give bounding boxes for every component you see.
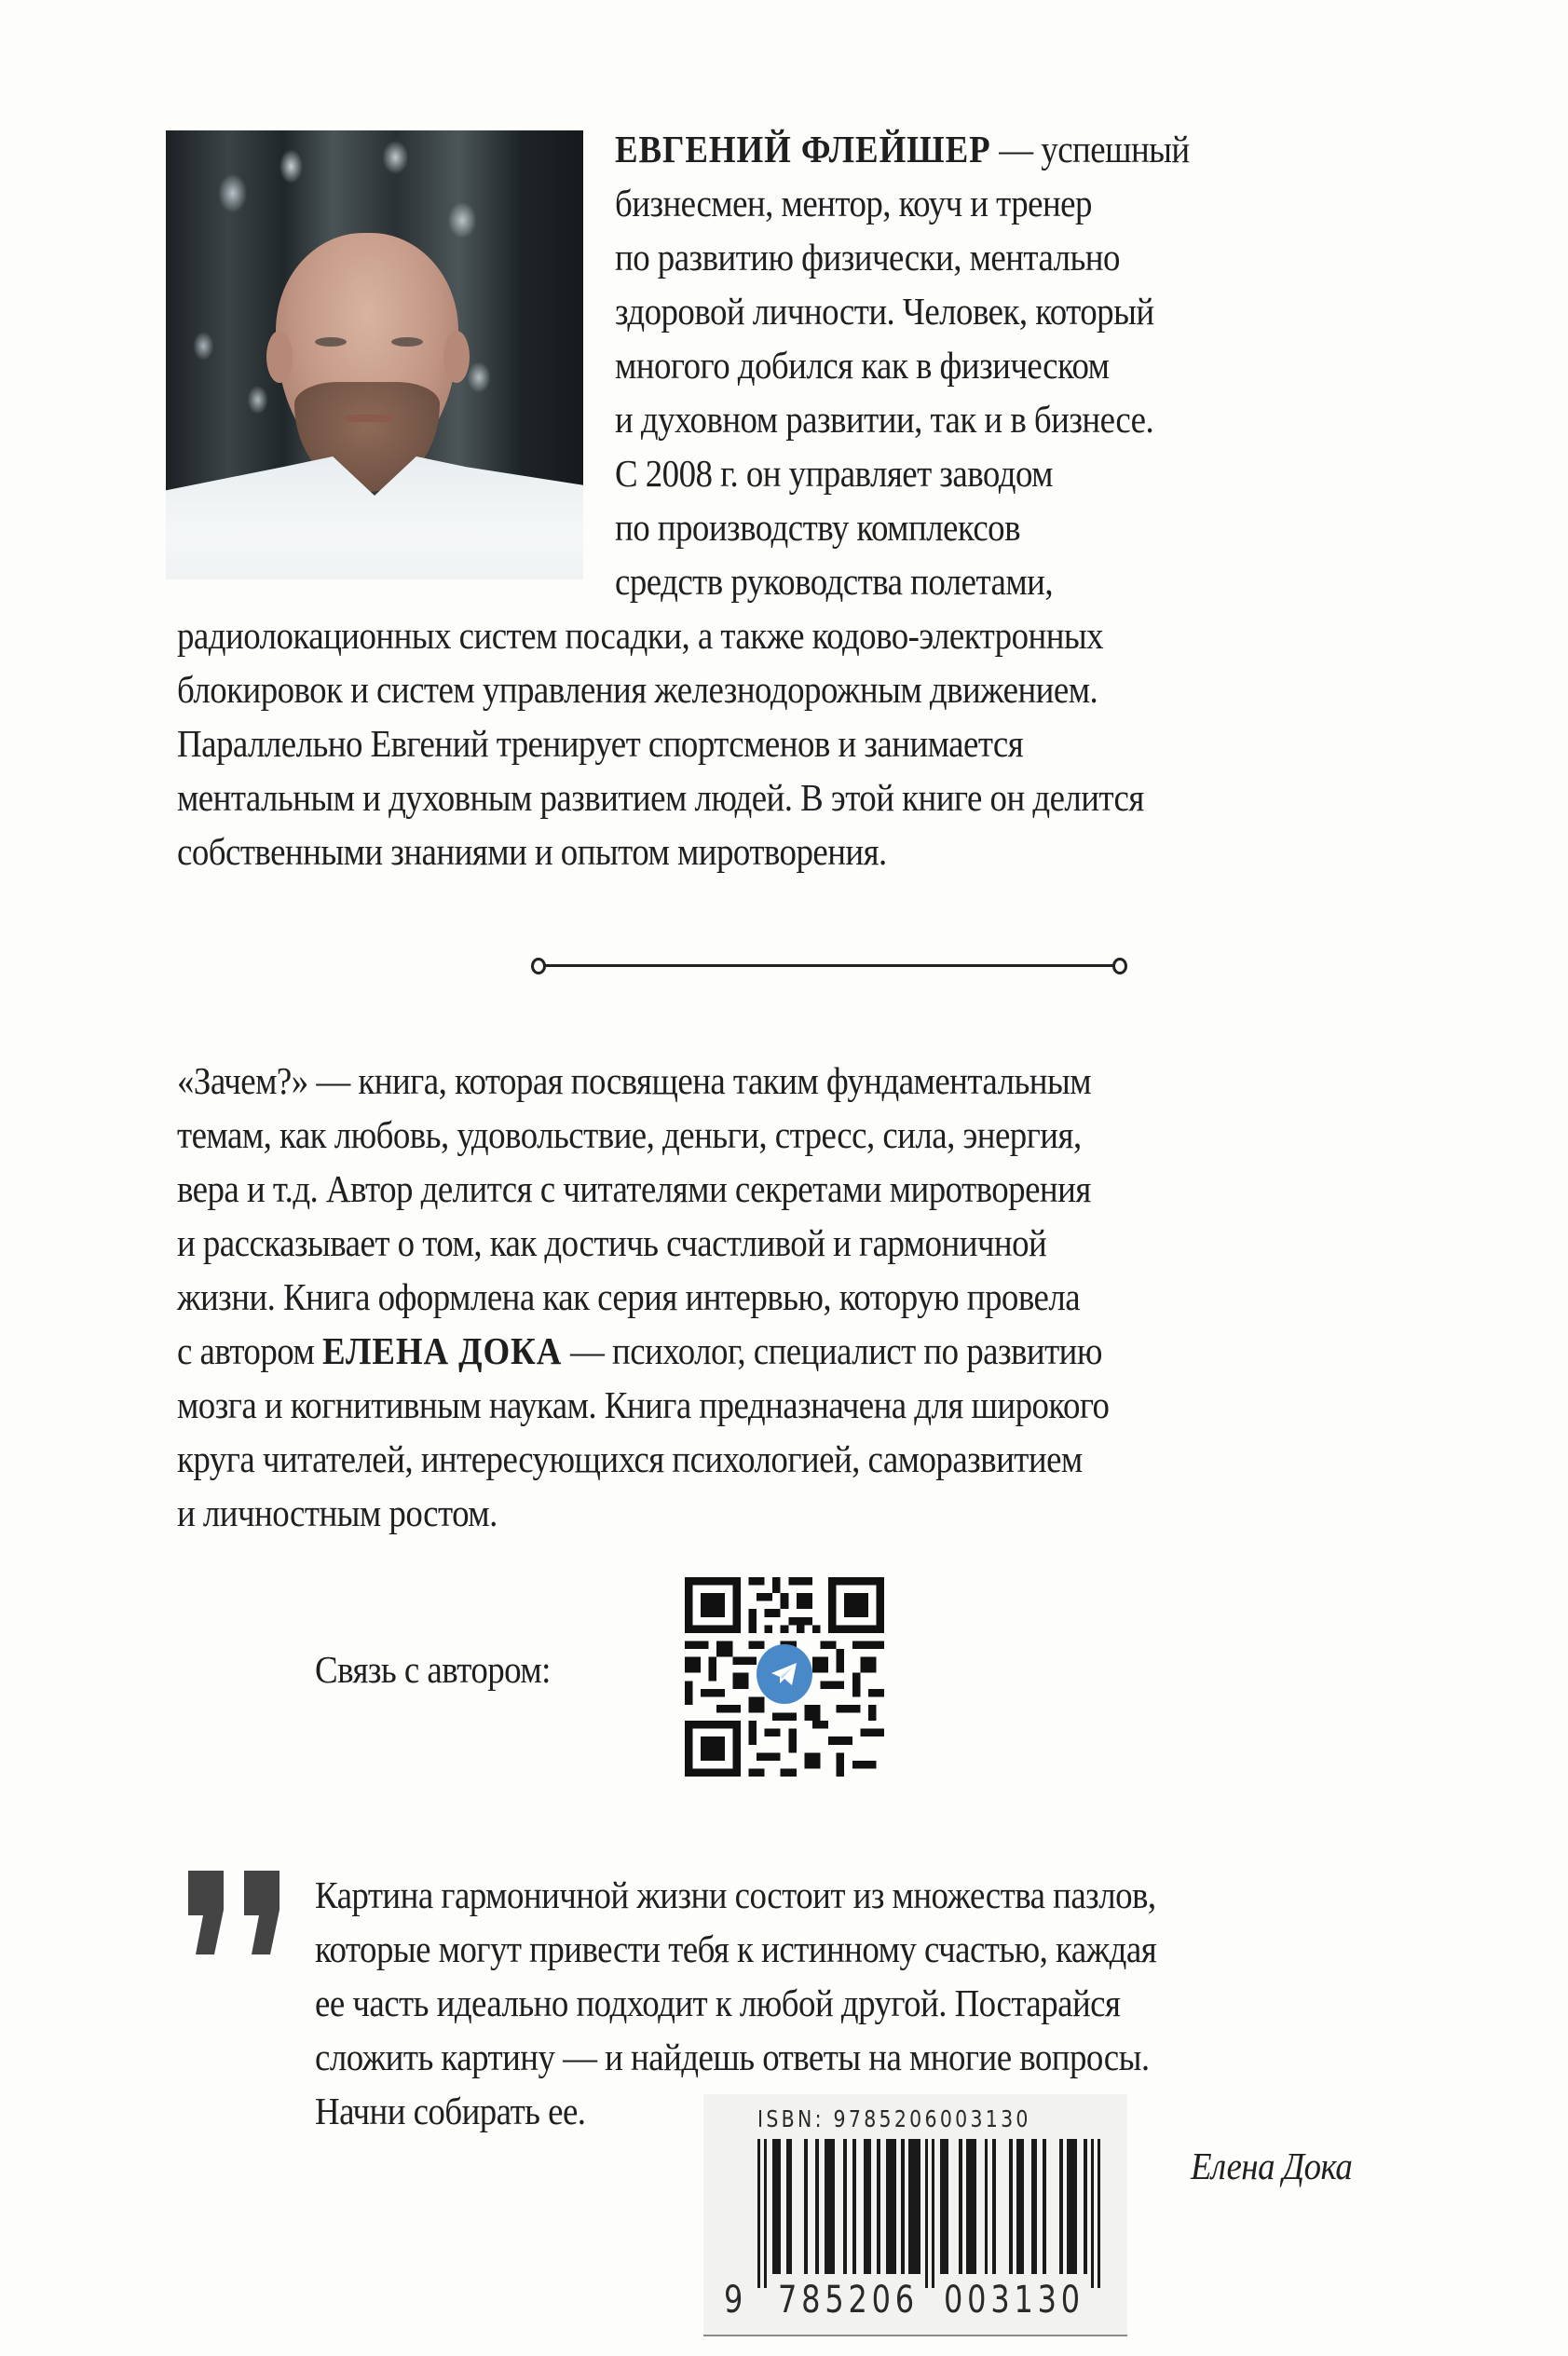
bio-line-0: ЕВГЕНИЙ ФЛЕЙШЕР — успешный [615,128,1190,170]
photo-eye [391,337,423,347]
bio-line: по производству комплексов [615,506,1020,549]
contact-label: Связь с автором: [315,1648,551,1691]
photo-mouth [345,415,393,422]
description-line: жизни. Книга оформлена как серия интервью, которую провела [177,1275,1081,1318]
description-line: вера и т.д. Автор делится с читателями секретами миротворения [177,1167,1091,1210]
description-line: и личностным ростом. [177,1491,498,1534]
quote-line: которые могут привести тебя к истинному счастью, каждая [315,1927,1157,1970]
bio-line: здоровой личности. Человек, который [615,290,1154,333]
photo-eye [315,337,347,347]
bio-line: собственными знаниями и опытом миротворения. [177,830,887,873]
divider-endpoint-icon [1112,958,1127,974]
interviewer-name: ЕЛЕНА ДОКА [321,1329,563,1372]
bio-line: Параллельно Евгений тренирует спортсменов и занимается [177,722,1024,765]
description-line: круга читателей, интересующихся психологией, саморазвитием [177,1437,1083,1480]
author-photo [166,130,583,579]
section-divider [531,955,1127,975]
barcode-icon [757,2139,1111,2288]
description-line: мозга и когнитивным наукам. Книга предназначена для широкого [177,1383,1110,1426]
bio-line: радиолокационных систем посадки, а также кодово-электронных [177,614,1104,657]
bio-line: и духовном развитии, так и в бизнесе. [615,398,1154,441]
telegram-icon [757,1644,812,1704]
bio-line: блокировок и систем управления железнодорожным движением. [177,668,1098,711]
description-line: «Зачем?» — книга, которая посвящена таким фундаментальным [177,1059,1092,1102]
quote-line: сложить картину — и найдешь ответы на многие вопросы. [315,2036,1150,2078]
bio-line: ментальным и духовным развитием людей. В этой книге он делится [177,776,1144,819]
barcode-digit-first: 9 [724,2279,748,2322]
description-line: и рассказывает о том, как достичь счастливой и гармоничной [177,1221,1047,1264]
description-line-interviewer: с автором ЕЛЕНА ДОКА — психолог, специалист по развитию [177,1329,1102,1372]
bio-line: бизнесмен, ментор, коуч и тренер [615,182,1092,225]
isbn-barcode-sticker [703,2094,1127,2335]
quote-line: ее часть идеально подходит к любой другой. Постарайся [315,1981,1121,2024]
isbn-label: ISBN: 9785206003130 [757,2105,1031,2132]
photo-ear [443,331,470,383]
bio-line: С 2008 г. он управляет заводом [615,452,1053,495]
photo-ear [266,331,293,383]
description-line: темам, как любовь, удовольствие, деньги, стресс, сила, энергия, [177,1113,1082,1156]
divider-endpoint-icon [531,958,546,974]
bio-line: средств руководства полетами, [615,560,1054,603]
contact-qr-code[interactable] [685,1577,884,1777]
author-name: ЕВГЕНИЙ ФЛЕЙШЕР [615,128,991,170]
barcode-digit-group: 785206 [778,2279,919,2322]
quote-mark-icon [186,1871,283,1956]
barcode-digit-group: 003130 [944,2279,1084,2322]
quote-attribution: Елена Дока [1191,2145,1353,2187]
quote-line: Начни собирать ее. [315,2090,586,2132]
bio-line: по развитию физически, ментально [615,236,1120,279]
divider-line [540,964,1118,967]
bio-line: многого добился как в физическом [615,344,1110,387]
quote-line: Картина гармоничной жизни состоит из множества пазлов, [315,1873,1156,1916]
